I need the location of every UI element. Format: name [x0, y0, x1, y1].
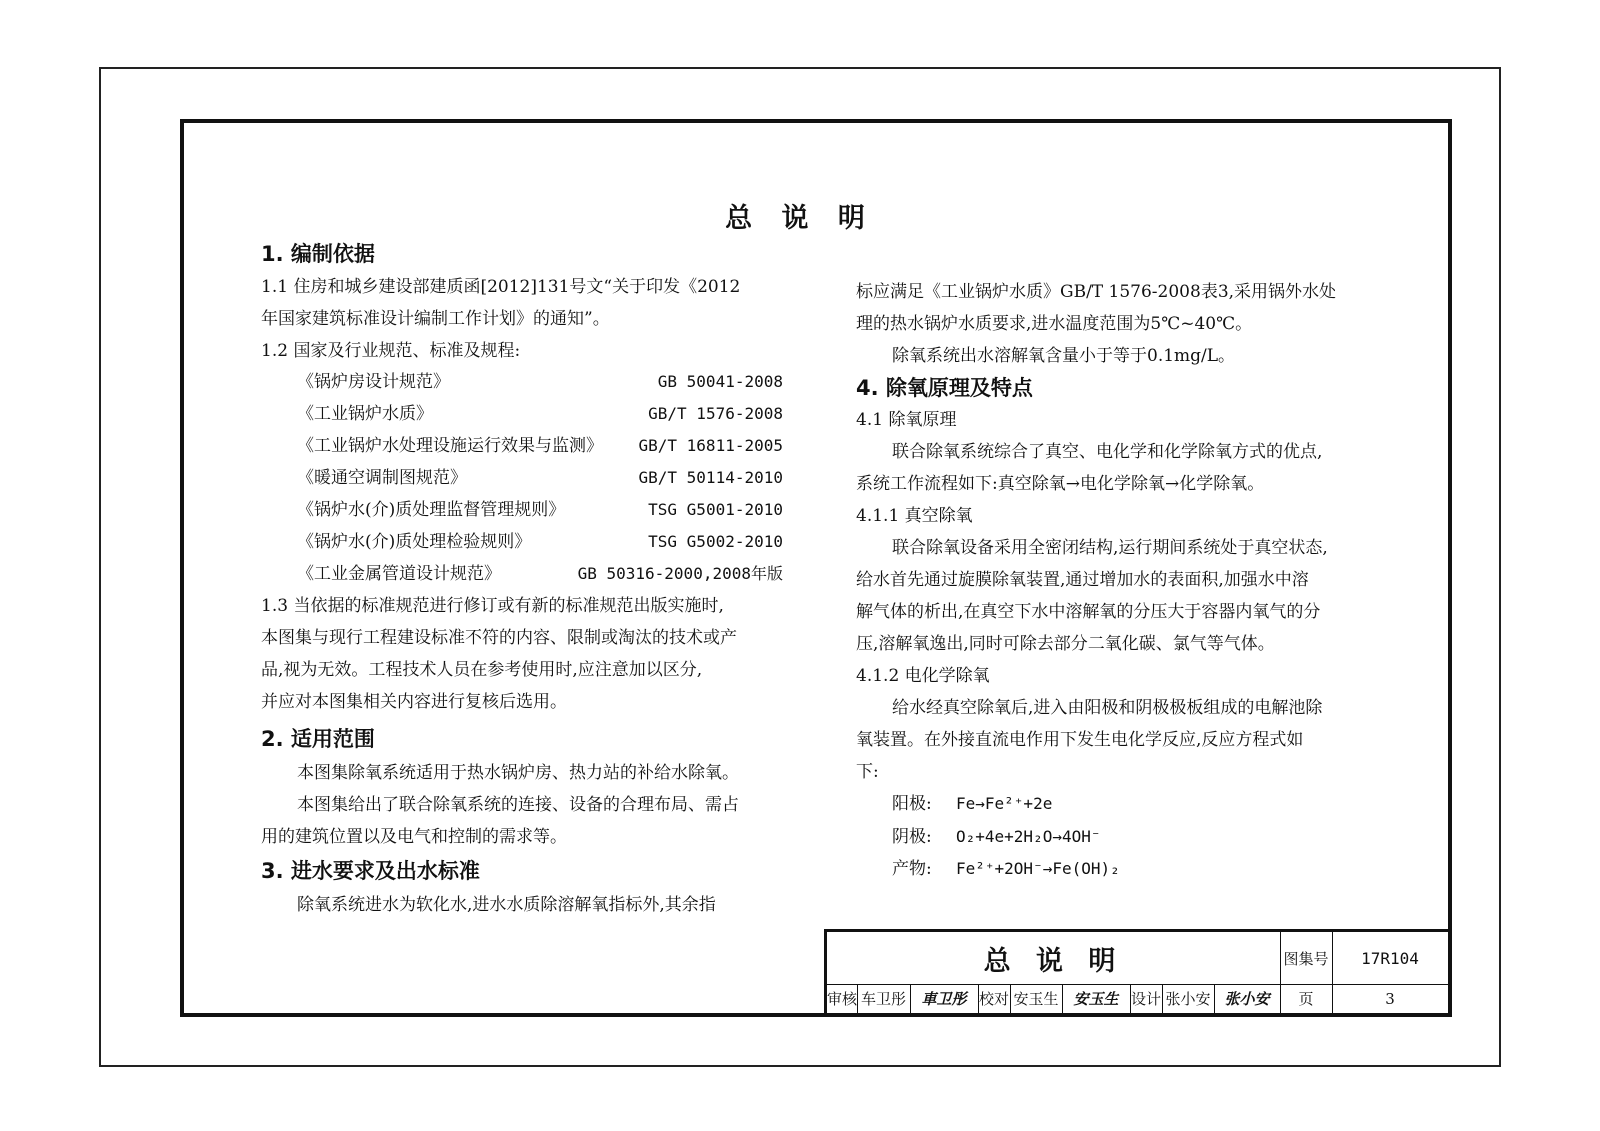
reference-code: GB/T 1576-2008: [648, 404, 783, 423]
reference-code: GB/T 50114-2010: [638, 468, 783, 487]
reference-name: 《工业金属管道设计规范》: [297, 564, 501, 584]
section-1-heading: 1. 编制依据: [261, 242, 375, 266]
checker-signature: 安玉生: [1073, 990, 1119, 1008]
reference-code: TSG G5002-2010: [648, 532, 783, 551]
section-3-paragraph-1-line-1: 除氧系统进水为软化水,进水水质除溶解氧指标外,其余指: [297, 895, 716, 915]
reference-name: 《暖通空调制图规范》: [297, 468, 467, 488]
reference-row: [261, 467, 793, 489]
reference-code: TSG G5001-2010: [648, 500, 783, 519]
section-3-paragraph-1-line-3: 理的热水锅炉水质要求,进水温度范围为5℃~40℃。: [856, 314, 1253, 334]
subsection-4-1-2: 4.1.2 电化学除氧: [856, 666, 990, 686]
title-block-title: 总 说 明: [983, 945, 1124, 977]
subsection-4-1-1-line-2: 给水首先通过旋膜除氧装置,通过增加水的表面积,加强水中溶: [856, 570, 1309, 590]
equation-label: 产物:: [892, 859, 932, 879]
equation-label: 阳极:: [892, 794, 932, 814]
reference-name: 《工业锅炉水质》: [297, 404, 433, 424]
reviewer-name: 车卫彤: [860, 990, 906, 1008]
atlas-number: 17R104: [1361, 948, 1419, 968]
reference-row: [261, 531, 793, 553]
subsection-4-1-2-line-3: 下:: [856, 762, 879, 782]
clause-1-3-line-3: 品,视为无效。工程技术人员在参考使用时,应注意加以区分,: [261, 660, 703, 680]
checker-name: 安玉生: [1013, 990, 1059, 1008]
design-label: 设计: [1130, 990, 1161, 1008]
equation-formula: Fe→Fe²⁺+2e: [956, 794, 1053, 813]
page-label: 页: [1298, 990, 1314, 1008]
reference-row: [261, 371, 793, 393]
section-3-heading: 3. 进水要求及出水标准: [261, 859, 480, 883]
subsection-4-1-1-line-4: 压,溶解氧逸出,同时可除去部分二氧化碳、氯气等气体。: [856, 634, 1275, 654]
subsection-4-1-2-line-1: 给水经真空除氧后,进入由阳极和阴极极板组成的电解池除: [892, 698, 1323, 718]
review-label: 审核: [827, 990, 857, 1008]
signature-row: [827, 984, 1448, 1013]
reviewer-signature: 車卫彤: [921, 990, 967, 1008]
section-2-paragraph-1: 本图集除氧系统适用于热水锅炉房、热力站的补给水除氧。: [297, 763, 739, 783]
reference-name: 《锅炉水(介)质处理监督管理规则》: [297, 500, 566, 520]
subsection-4-1-1: 4.1.1 真空除氧: [856, 506, 973, 526]
clause-1-2: 1.2 国家及行业规范、标准及规程:: [261, 341, 521, 361]
designer-name: 张小安: [1165, 990, 1211, 1008]
clause-1-3-line-1: 1.3 当依据的标准规范进行修订或有新的标准规范出版实施时,: [261, 596, 724, 616]
reference-row: [261, 499, 793, 521]
subsection-4-1-2-line-2: 氧装置。在外接直流电作用下发生电化学反应,反应方程式如: [856, 730, 1304, 750]
equation-label: 阴极:: [892, 827, 932, 847]
designer-signature: 张小安: [1224, 990, 1270, 1008]
reference-name: 《工业锅炉水处理设施运行效果与监测》: [297, 436, 603, 456]
subsection-4-1-1-line-3: 解气体的析出,在真空下水中溶解氧的分压大于容器内氧气的分: [856, 602, 1321, 622]
section-4-heading: 4. 除氧原理及特点: [856, 376, 1033, 400]
page-title: 总 说 明: [725, 203, 875, 234]
reference-row: [261, 435, 793, 457]
subsection-4-1: 4.1 除氧原理: [856, 410, 957, 430]
reference-code: GB/T 16811-2005: [638, 436, 783, 455]
clause-1-1-line-1: 1.1 住房和城乡建设部建质函[2012]131号文“关于印发《2012: [261, 277, 741, 297]
reference-name: 《锅炉房设计规范》: [297, 372, 450, 392]
section-3-paragraph-2: 除氧系统出水溶解氧含量小于等于0.1mg/L。: [892, 346, 1236, 366]
section-2-heading: 2. 适用范围: [261, 727, 375, 751]
title-block: [824, 929, 1448, 1013]
section-2-paragraph-2-line-2: 用的建筑位置以及电气和控制的需求等。: [261, 827, 567, 847]
reference-name: 《锅炉水(介)质处理检验规则》: [297, 532, 532, 552]
clause-1-3-line-4: 并应对本图集相关内容进行复核后选用。: [261, 692, 567, 712]
section-3-paragraph-1-line-2: 标应满足《工业锅炉水质》GB/T 1576-2008表3,采用锅外水处: [856, 282, 1337, 302]
subsection-4-1-line-2: 系统工作流程如下:真空除氧→电化学除氧→化学除氧。: [856, 474, 1265, 494]
reference-row: [261, 403, 793, 425]
page-number: 3: [1385, 989, 1395, 1008]
clause-1-1-line-2: 年国家建筑标准设计编制工作计划》的通知”。: [261, 309, 610, 329]
subsection-4-1-1-line-1: 联合除氧设备采用全密闭结构,运行期间系统处于真空状态,: [892, 538, 1328, 558]
equation-formula: O₂+4e+2H₂O→4OH⁻: [956, 827, 1101, 846]
equation-formula: Fe²⁺+2OH⁻→Fe(OH)₂: [956, 859, 1120, 878]
clause-1-3-line-2: 本图集与现行工程建设标准不符的内容、限制或淘汰的技术或产: [261, 628, 737, 648]
subsection-4-1-line-1: 联合除氧系统综合了真空、电化学和化学除氧方式的优点,: [892, 442, 1323, 462]
check-label: 校对: [978, 990, 1009, 1008]
atlas-number-label: 图集号: [1283, 949, 1329, 968]
reference-code: GB 50041-2008: [657, 372, 783, 391]
reference-code: GB 50316-2000,2008年版: [577, 564, 783, 583]
reference-row: [261, 563, 793, 585]
section-2-paragraph-2-line-1: 本图集给出了联合除氧系统的连接、设备的合理布局、需占: [297, 795, 739, 815]
